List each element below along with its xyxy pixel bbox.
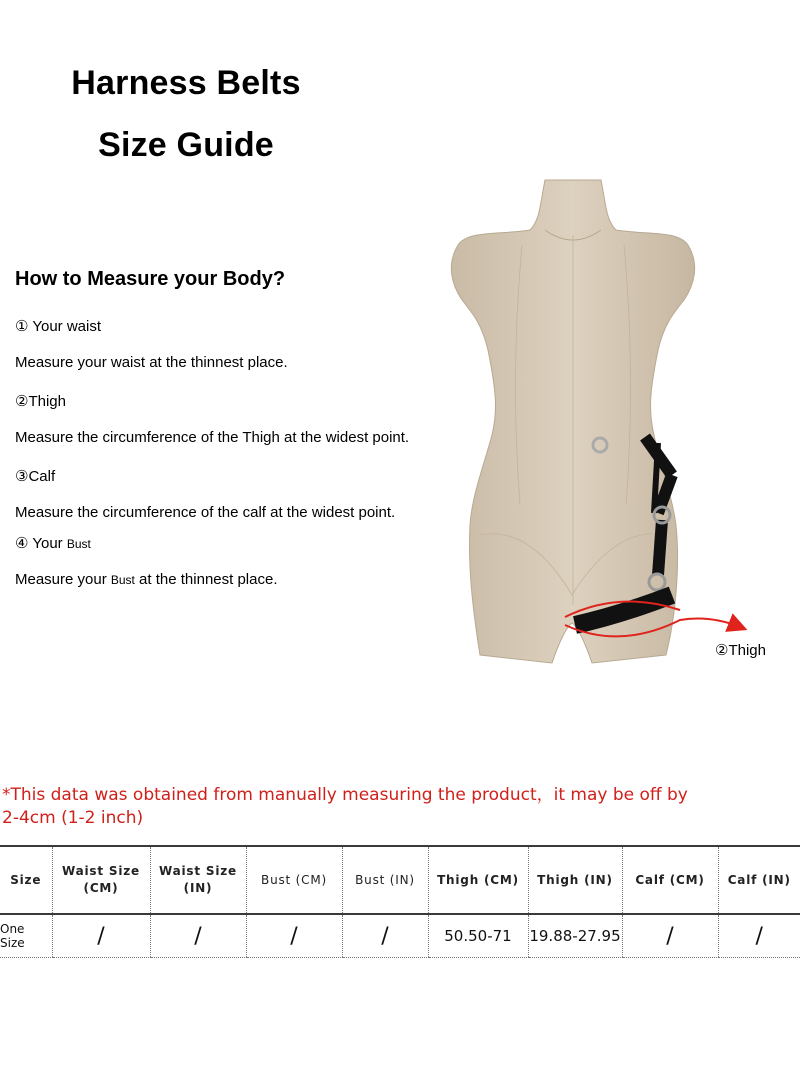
cell-bust-cm: / [246,914,342,958]
bust-desc-prefix: Measure your [15,571,111,588]
guide-title-line1: Harness Belts [71,64,301,102]
header-thigh-cm: Thigh (CM) [428,846,528,914]
waist-label: ① Your waist [15,318,101,335]
cell-bust-in: / [342,914,428,958]
bust-label-prefix: ④ Your [15,535,67,552]
notice-line2: 2-4cm (1-2 inch) [2,808,144,828]
table-header-row [0,846,800,914]
header-waist-in: Waist Size (IN) [150,846,246,914]
table-row [0,914,800,958]
cell-thigh-in: 19.88-27.95 [528,914,622,958]
header-bust-in: Bust (IN) [342,846,428,914]
cell-waist-in: / [150,914,246,958]
bust-desc-word: Bust [110,573,135,587]
header-bust-cm: Bust (CM) [246,846,342,914]
calf-label: ③Calf [15,468,56,485]
howto-heading: How to Measure your Body? [15,268,286,290]
bust-desc-suffix: at the thinnest place. [134,571,278,588]
mannequin-figure [440,175,800,675]
cell-calf-cm: / [622,914,718,958]
bust-label [15,534,91,552]
calf-description: Measure the circumference of the calf at the widest point. [15,504,396,521]
cell-calf-in: / [718,914,800,958]
bust-label-word: Bust [66,537,91,551]
header-thigh-in: Thigh (IN) [528,846,622,914]
cell-thigh-cm: 50.50-71 [428,914,528,958]
cell-waist-cm: / [52,914,150,958]
header-waist-cm: Waist Size (CM) [52,846,150,914]
waist-description: Measure your waist at the thinnest place. [15,354,288,371]
cell-size: One Size [0,914,52,958]
bust-description [15,571,278,588]
header-size: Size [0,846,52,914]
header-calf-in: Calf (IN) [718,846,800,914]
thigh-description: Measure the circumference of the Thigh at the widest point. [15,429,410,446]
thigh-callout: ②Thigh [715,642,766,659]
thigh-label: ②Thigh [15,393,66,410]
size-table [0,845,800,958]
notice-line1: *This data was obtained from manually measuring the product，it may be off by [2,785,688,805]
guide-title-line2: Size Guide [98,126,274,164]
header-calf-cm: Calf (CM) [622,846,718,914]
